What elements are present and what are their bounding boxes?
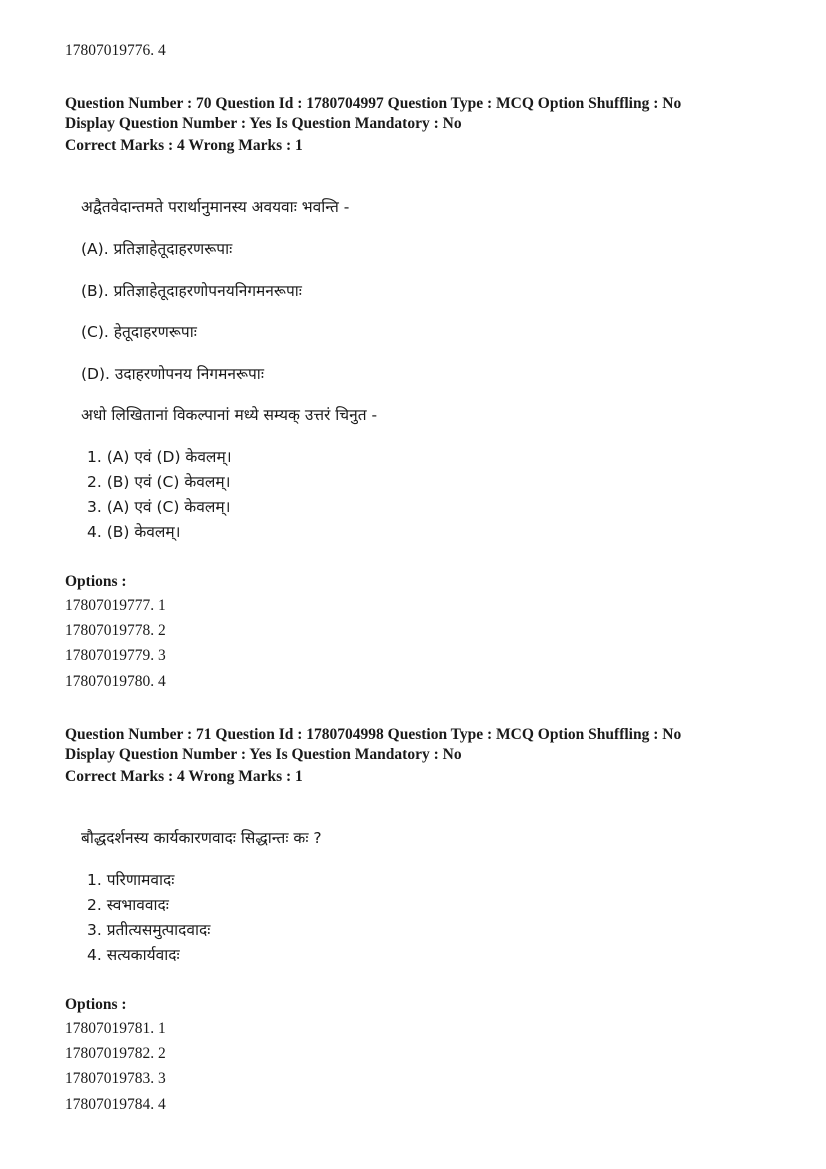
question-stem: बौद्धदर्शनस्य कार्यकारणवादः सिद्धान्तः कः ? — [81, 829, 322, 847]
options-label: Options : — [65, 996, 127, 1013]
question-instruction: अधो लिखितानां विकल्पानां मध्ये सम्यक् उत्तरं चिनुत - — [81, 406, 378, 424]
statement-b: (B). प्रतिज्ञाहेतूदाहरणोपनयनिगमनरूपाः — [81, 282, 302, 300]
option-id-4: 17807019784. 4 — [65, 1096, 166, 1113]
option-id-3: 17807019779. 3 — [65, 647, 166, 664]
question-header-line2: Display Question Number : Yes Is Question Mandatory : No — [65, 115, 462, 132]
previous-option-line: 17807019776. 4 — [65, 42, 166, 59]
options-label: Options : — [65, 573, 127, 590]
choice-1: 1. (A) एवं (D) केवलम्। — [87, 448, 232, 466]
choice-3: 3. प्रतीत्यसमुत्पादवादः — [87, 921, 211, 939]
choice-3: 3. (A) एवं (C) केवलम्। — [87, 498, 231, 516]
choice-4: 4. सत्यकार्यवादः — [87, 946, 180, 964]
question-header-line1: Question Number : 71 Question Id : 1780704998 Question Type : MCQ Option Shuffling : No — [65, 726, 682, 743]
question-header-line1: Question Number : 70 Question Id : 1780704997 Question Type : MCQ Option Shuffling : No — [65, 95, 682, 112]
statement-d: (D). उदाहरणोपनय निगमनरूपाः — [81, 365, 264, 383]
option-id-2: 17807019782. 2 — [65, 1045, 166, 1062]
option-id-3: 17807019783. 3 — [65, 1070, 166, 1087]
choice-1: 1. परिणामवादः — [87, 871, 175, 889]
marks-line: Correct Marks : 4 Wrong Marks : 1 — [65, 768, 303, 785]
option-id-1: 17807019781. 1 — [65, 1020, 166, 1037]
option-id-2: 17807019778. 2 — [65, 622, 166, 639]
choice-2: 2. (B) एवं (C) केवलम्। — [87, 473, 231, 491]
statement-c: (C). हेतूदाहरणरूपाः — [81, 323, 197, 341]
question-stem: अद्वैतवेदान्तमते परार्थानुमानस्य अवयवाः भवन्ति - — [81, 198, 350, 216]
statement-a: (A). प्रतिज्ञाहेतूदाहरणरूपाः — [81, 240, 233, 258]
choice-4: 4. (B) केवलम्। — [87, 523, 181, 541]
choice-2: 2. स्वभाववादः — [87, 896, 169, 914]
question-header-line2: Display Question Number : Yes Is Question Mandatory : No — [65, 746, 462, 763]
option-id-4: 17807019780. 4 — [65, 673, 166, 690]
option-id-1: 17807019777. 1 — [65, 597, 166, 614]
marks-line: Correct Marks : 4 Wrong Marks : 1 — [65, 137, 303, 154]
